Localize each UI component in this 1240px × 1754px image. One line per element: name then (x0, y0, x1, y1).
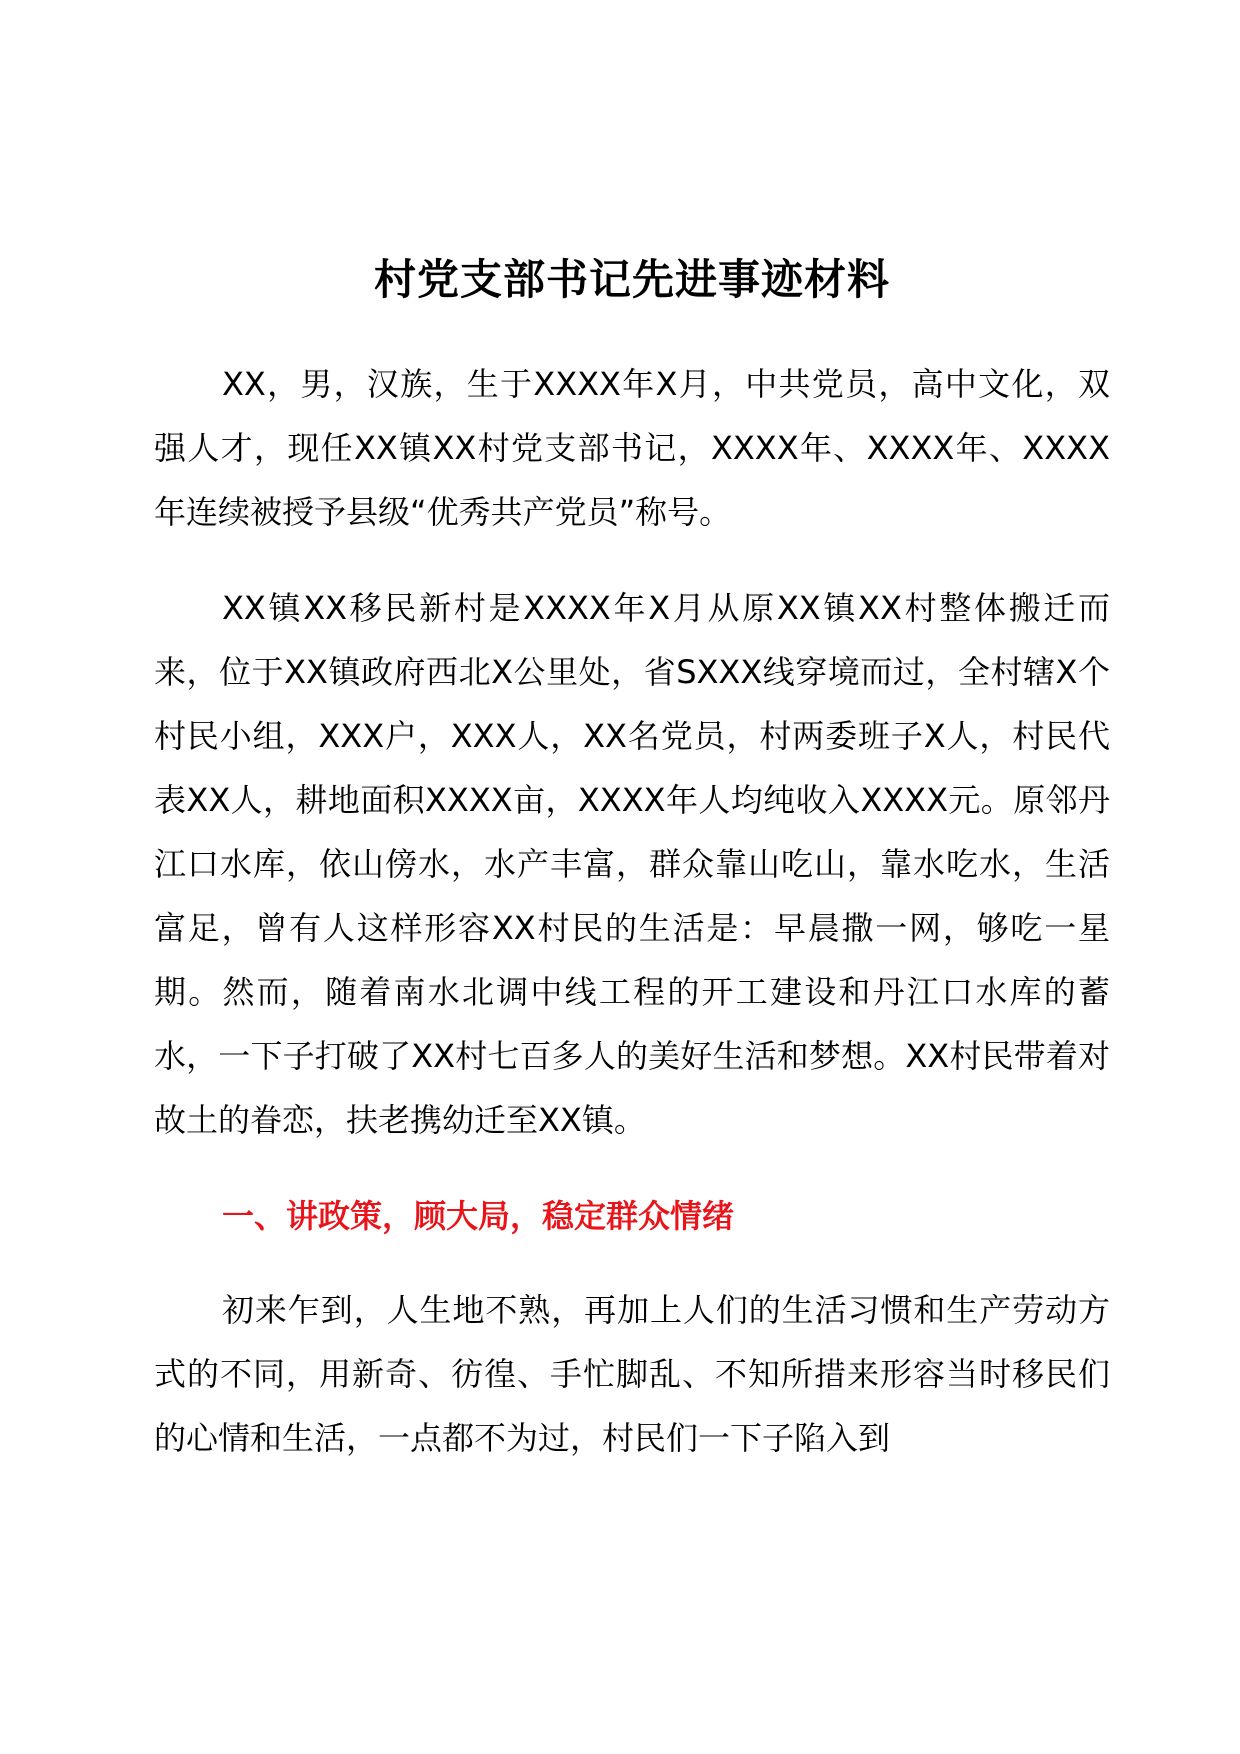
paragraph-village-background: XX镇XX移民新村是XXXX年X月从原XX镇XX村整体搬迁而来，位于XX镇政府西北X公里处，省SXXX线穿境而过，全村辖X个村民小组，XXX户，XXX人，XX名党员，村两委班子X人，村民代表XX人，耕地面积XXXX亩，XXXX年人均纯收入XXXX元。原邻丹江口水库，依山傍水，水产丰富，群众靠山吃山，靠水吃水，生活富足，曾有人这样形容XX村民的生活是：早晨撒一网，够吃一星期。然而，随着南水北调中线工程的开工建设和丹江口水库的蓄水，一下子打破了XX村七百多人的美好生活和梦想。XX村民带着对故土的眷恋，扶老携幼迁至XX镇。 (154, 589, 1110, 1139)
section-heading-1: 一、讲政策，顾大局，稳定群众情绪 (222, 1197, 735, 1235)
paragraph-section-1: 初来乍到，人生地不熟，再加上人们的生活习惯和生产劳动方式的不同，用新奇、彷徨、手忙脚乱、不知所措来形容当时移民们的心情和生活，一点都不为过，村民们一下子陷入到 (154, 1291, 1110, 1457)
document-title: 村党支部书记先进事迹材料 (373, 255, 890, 304)
paragraph-intro: XX，男，汉族，生于XXXX年X月，中共党员，高中文化，双强人才，现任XX镇XX村党支部书记，XXXX年、XXXX年、XXXX年连续被授予县级“优秀共产党员”称号。 (154, 365, 1110, 531)
document-body (154, 248, 1110, 1502)
